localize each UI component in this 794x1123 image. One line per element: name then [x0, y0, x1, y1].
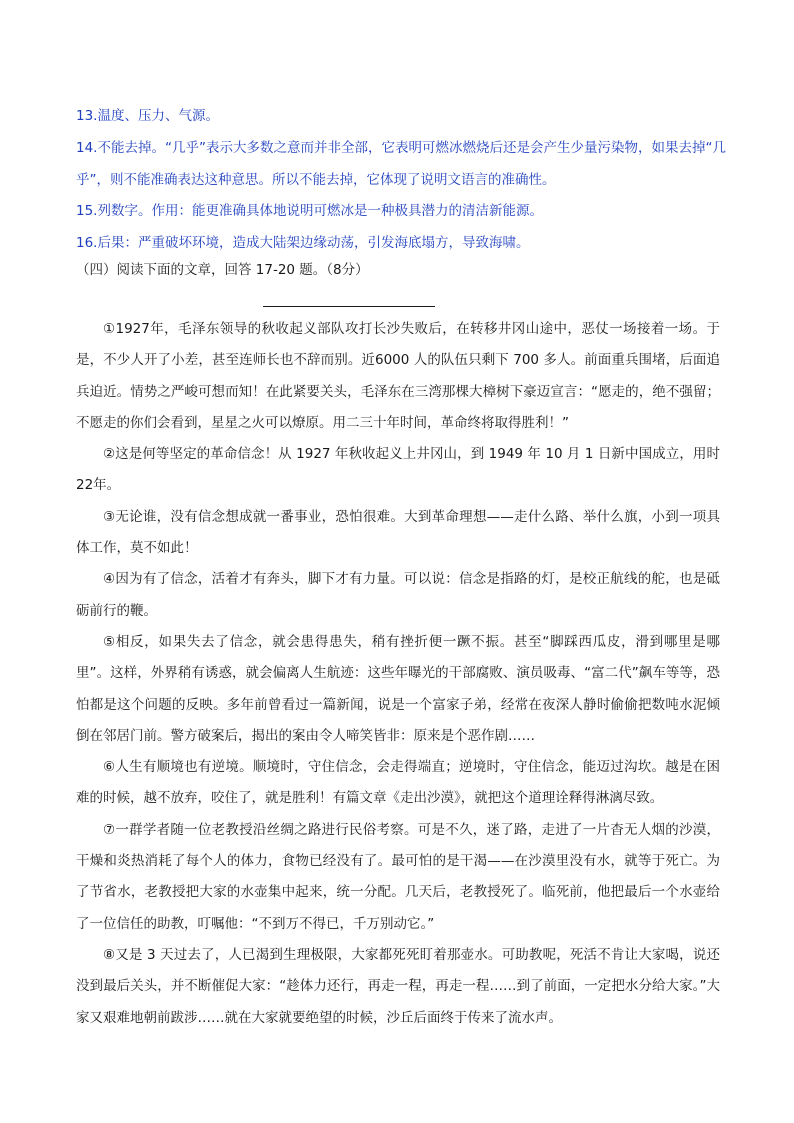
answer-14: 14.不能去掉。“几乎”表示大多数之意而并非全部，它表明可燃冰燃烧后还是会产生少量污染物，如果去掉“几乎”，则不能准确表达这种意思。所以不能去掉，它体现了说明文语言的准确性。 — [76, 139, 726, 188]
paragraph-3: ③无论谁，没有信念想成就一番事业，恐怕很难。大到革命理想——走什么路、举什么旗，小到一项具体工作，莫不如此！ — [76, 508, 720, 557]
paragraph-5: ⑤相反，如果失去了信念，就会患得患失，稍有挫折便一蹶不振。甚至“脚踩西瓜皮，滑到哪里是哪里”。这样，外界稍有诱惑，就会偏离人生航迹：这些年曝光的干部腐败、演员吸毒、“富二代”飙车等等，恐怕都是这个问题的反映。多年前曾看过一篇新闻，说是一个富家子弟，经常在夜深人静时偷偷把数吨水泥倾倒在邻居门前。警方破案后，揭出的案由令人啼笑皆非：原来是个恶作剧…… — [76, 633, 720, 744]
answer-16: 16.后果：严重破坏环境，造成大陆架边缘动荡，引发海底塌方，导致海啸。 — [76, 235, 530, 252]
answer-13: 13.温度、压力、气源。 — [76, 108, 219, 124]
paragraph-1: ①1927年，毛泽东领导的秋收起义部队攻打长沙失败后，在转移井冈山途中，恶仗一场接着一场。于是，不少人开了小差，甚至连师长也不辞而别。近6000 人的队伍只剩下 700 多人。前面重兵围堵，后面追兵迫近。情势之严峻可想而知！在此紧要关头，毛泽东在三湾那棵大樟树下豪迈宣言：“愿走的，绝不强留；不愿走的你们会看到，星星之火可以燎原。用二三十年时间，革命终将取得胜利！” — [76, 321, 720, 431]
paragraph-6: ⑥人生有顺境也有逆境。顺境时，守住信念，会走得端直；逆境时，守住信念，能迈过沟坎。越是在困难的时候，越不放弃，咬住了，就是胜利！有篇文章《走出沙漠》，就把这个道理诠释得淋漓尽致。 — [76, 759, 720, 807]
answer-15: 15.列数字。作用：能更准确具体地说明可燃冰是一种极具潜力的清洁新能源。 — [76, 203, 543, 220]
paragraph-4: ④因为有了信念，活着才有奔头，脚下才有力量。可以说：信念是指路的灯，是校正航线的舵，也是砥砺前行的鞭。 — [76, 571, 720, 619]
paragraph-2: ②这是何等坚定的革命信念！从 1927 年秋收起义上井冈山，到 1949 年 10 月 1 日新中国成立，用时22年。 — [76, 446, 720, 494]
paragraph-8: ⑧又是 3 天过去了，人已渴到生理极限，大家都死死盯着那壶水。可助教呢，死活不肯让大家喝，说还没到最后关头，并不断催促大家：“趁体力还行，再走一程，再走一程……到了前面，一定把水分给大家。”大家又艰难地朝前跋涉……就在大家就要绝望的时候，沙丘后面终于传来了流水声。 — [76, 946, 720, 1026]
answer-key — [76, 101, 726, 260]
title-blank-line — [263, 306, 435, 307]
article-body — [76, 314, 720, 1034]
section-header: （四）阅读下面的文章，回答 17-20 题。（8分） — [76, 262, 369, 278]
paragraph-7: ⑦一群学者随一位老教授沿丝绸之路进行民俗考察。可是不久，迷了路，走进了一片杳无人烟的沙漠，干燥和炎热消耗了每个人的体力，食物已经没有了。最可怕的是干渴——在沙漠里没有水，就等于死亡。为了节省水，老教授把大家的水壶集中起来，统一分配。几天后，老教授死了。临死前，他把最后一个水壶给了一位信任的助教，叮嘱他：“不到万不得已，千万别动它。” — [76, 821, 720, 932]
